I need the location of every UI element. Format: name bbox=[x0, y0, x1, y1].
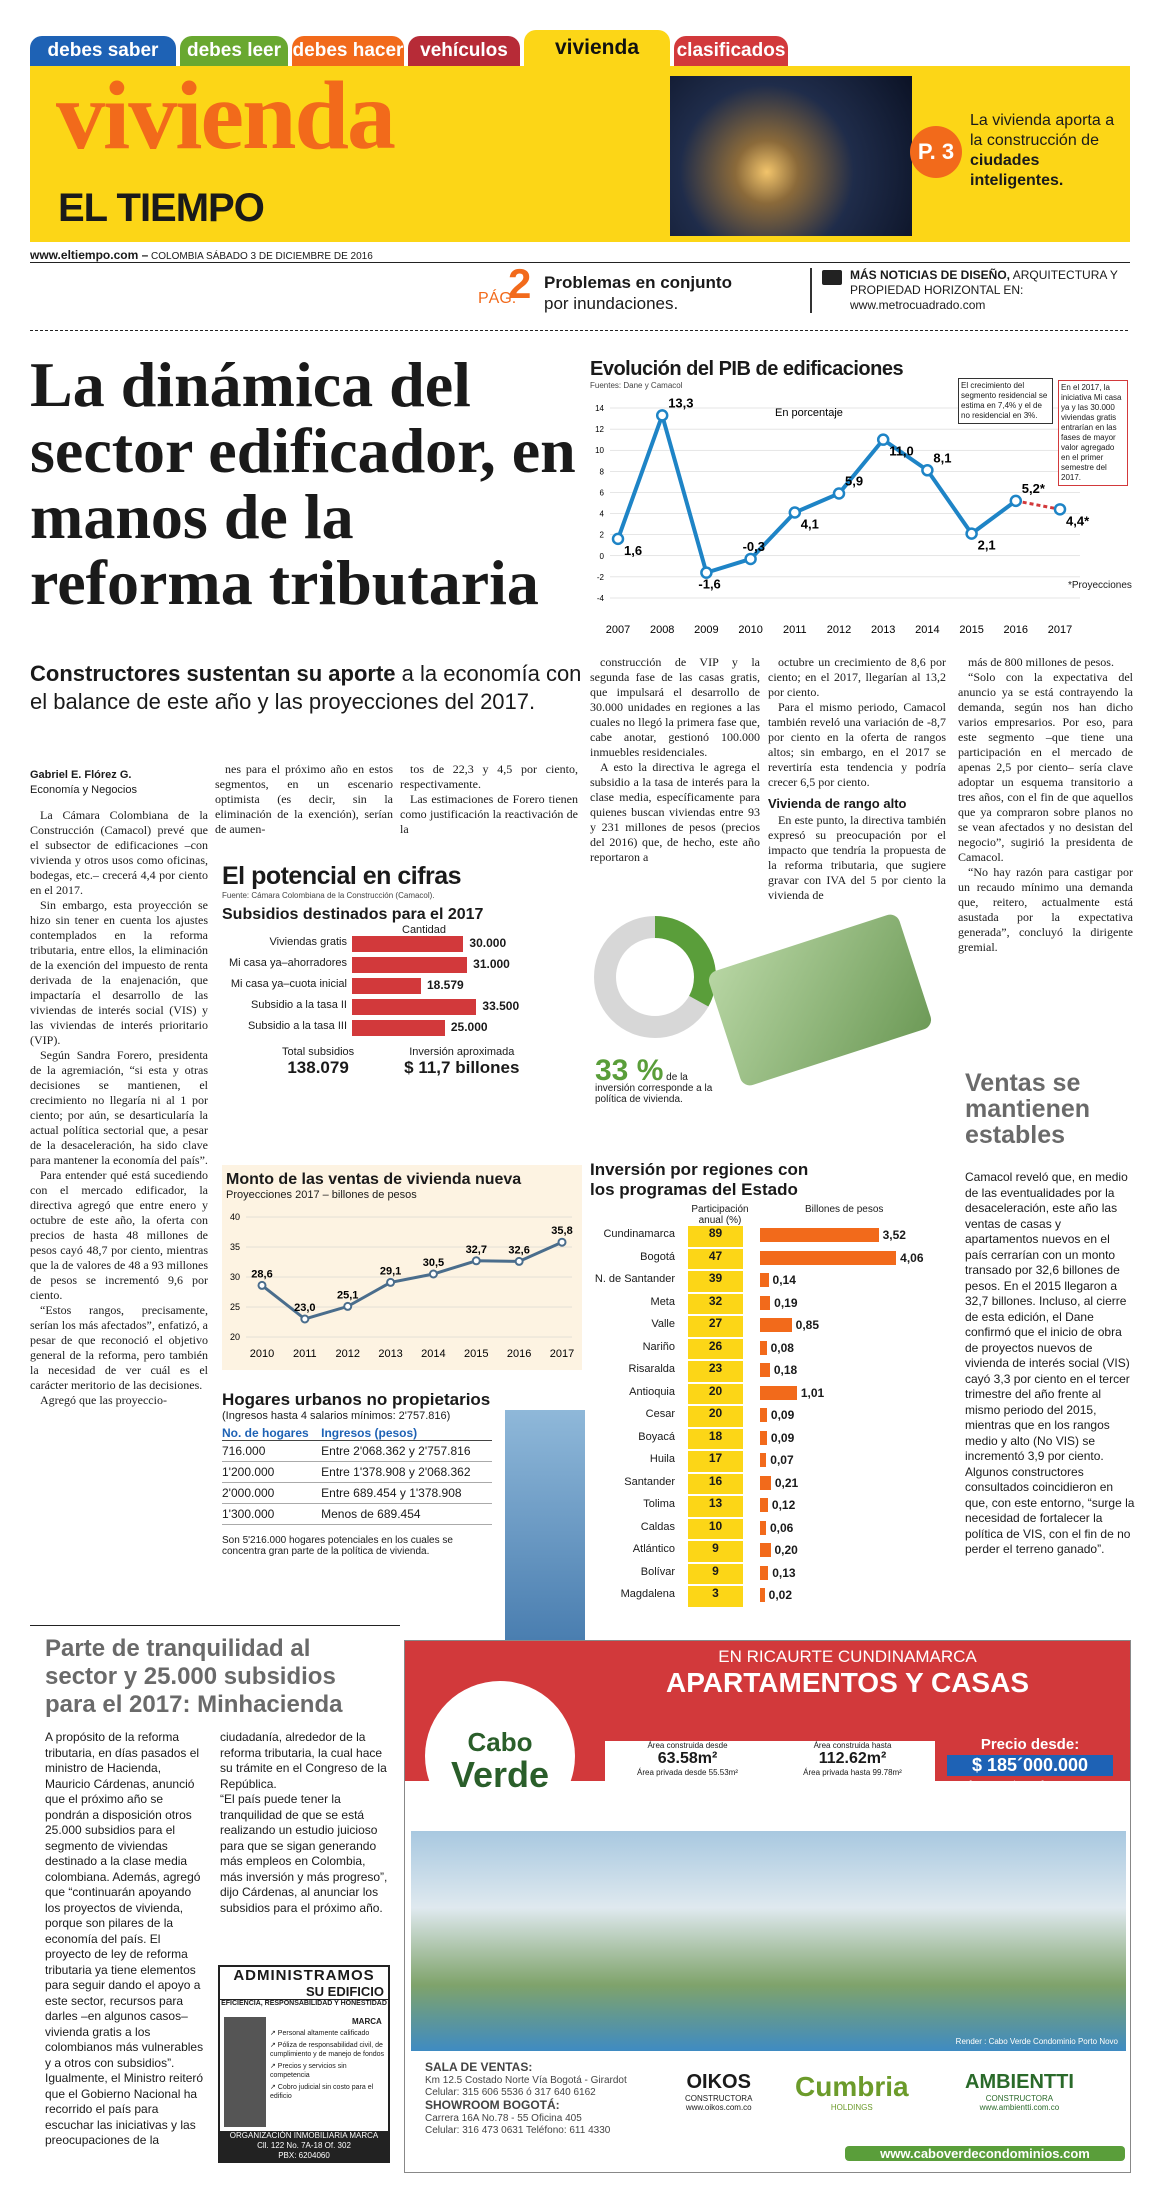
hogares-row: 1'200.000 Entre 1'378.908 y 2'068.362 bbox=[222, 1462, 492, 1483]
pib-ytick: -4 bbox=[596, 594, 604, 603]
region-participation: 17 bbox=[688, 1451, 743, 1472]
pib-data-label: 5,2* bbox=[1021, 480, 1045, 496]
ventas-point bbox=[516, 1258, 523, 1265]
region-label: Bolívar bbox=[640, 1565, 675, 1578]
main-headline: La dinámica del sector edificador, en manos de la reforma tributaria bbox=[30, 349, 576, 618]
region-bar bbox=[760, 1296, 770, 1310]
tab-2[interactable]: debes hacer bbox=[292, 36, 404, 66]
ventas-data-label: 32,7 bbox=[465, 1243, 487, 1256]
subsidio-label: Subsidio a la tasa II bbox=[250, 999, 347, 1011]
admin-ad-item: ↗ Cobro judicial sin costo para el edificio bbox=[270, 2084, 374, 2100]
subsidio-value: 25.000 bbox=[450, 1020, 488, 1034]
admin-ad: ADMINISTRAMOS SU EDIFICIO EFICIENCIA, RESPONSABILIDAD Y HONESTIDAD MARCA ↗ Personal altamente calificado ↗ Póliza de responsabilidad civil, de cumplimiento y de manejo de fondos ↗ Precios y servicios sin competencia ↗ Cobro judicial sin costo para el edificio ORGANIZACIÓN INMOBILIARIA MARCA Cll. 122 No. 7A-18 Of. 302 PBX: 6204060 bbox=[218, 1965, 390, 2163]
region-participation: 16 bbox=[688, 1474, 743, 1495]
pib-point bbox=[878, 435, 888, 445]
cabo-verde-logo: Cabo Verde bbox=[425, 1681, 575, 1831]
region-bar bbox=[760, 1251, 896, 1265]
region-label: Cundinamarca bbox=[603, 1228, 675, 1240]
pib-data-label: 4,4* bbox=[1066, 513, 1090, 529]
pib-ytick: 2 bbox=[599, 530, 604, 540]
subsidio-bar bbox=[352, 936, 463, 952]
section-header bbox=[30, 62, 1130, 242]
tab-5[interactable]: clasificados bbox=[674, 36, 788, 66]
subsidio-bar bbox=[352, 978, 421, 994]
region-value: 0,09 bbox=[770, 1430, 795, 1445]
region-value: 0,85 bbox=[795, 1318, 820, 1332]
admin-ad-item: ↗ Precios y servicios sin competencia bbox=[270, 2063, 347, 2079]
pib-point bbox=[834, 489, 844, 499]
ventas-point bbox=[559, 1239, 566, 1246]
pib-ytick: 4 bbox=[599, 509, 604, 519]
subsidio-bar bbox=[352, 999, 476, 1015]
ventas-data-label: 29,1 bbox=[379, 1265, 402, 1278]
region-participation: 18 bbox=[688, 1429, 743, 1450]
pib-ytick: 0 bbox=[599, 551, 604, 561]
region-participation: 27 bbox=[688, 1316, 743, 1337]
region-label: Antioquia bbox=[629, 1385, 675, 1398]
pib-ytick: 8 bbox=[599, 467, 604, 477]
pib-data-label: -1,6 bbox=[698, 576, 721, 592]
region-label: Meta bbox=[650, 1295, 675, 1308]
subsidio-label: Mi casa ya–ahorradores bbox=[228, 957, 347, 969]
pib-point bbox=[657, 410, 667, 420]
pib-xtick: 2011 bbox=[782, 624, 807, 636]
region-participation: 3 bbox=[688, 1586, 743, 1607]
region-value: 3,52 bbox=[882, 1228, 906, 1242]
more-news-url: www.metrocuadrado.com bbox=[850, 298, 986, 312]
region-value: 0,20 bbox=[774, 1543, 798, 1557]
pib-note-2: En el 2017, la iniciativa Mi casa ya y las 30.000 viviendas gratis entrarían en las fases de mayor valor agregado en el primer semestre del 2017. bbox=[1058, 380, 1128, 486]
byline: Gabriel E. Flórez G. Economía y Negocios bbox=[30, 769, 137, 796]
region-bar bbox=[760, 1386, 797, 1400]
subsidio-label: Mi casa ya–cuota inicial bbox=[230, 978, 347, 990]
ventas-data-label: 30,5 bbox=[422, 1257, 445, 1269]
ventas-data-label: 23,0 bbox=[294, 1302, 316, 1314]
subsidio-label: Subsidio a la tasa III bbox=[247, 1020, 347, 1032]
sidebar-title: Ventas se mantienen estables bbox=[965, 1069, 1091, 1149]
region-value: 0,07 bbox=[770, 1453, 794, 1467]
page-badge: P. 3 bbox=[910, 126, 962, 178]
pib-xtick: 2016 bbox=[1003, 624, 1029, 636]
subhead-rango-alto: Vivienda de rango alto bbox=[768, 796, 907, 811]
ventas-data-label: 35,8 bbox=[551, 1225, 573, 1238]
money-illustration bbox=[706, 912, 933, 1088]
pib-xtick: 2013 bbox=[870, 624, 896, 636]
pib-point bbox=[746, 554, 756, 564]
hogares-row: 1'300.000 Menos de 689.454 bbox=[222, 1504, 492, 1525]
pib-xtick: 2017 bbox=[1047, 624, 1073, 636]
admin-ad-item: ↗ Póliza de responsabilidad civil, de cumplimiento y de manejo de fondos bbox=[270, 2042, 385, 2058]
subsidio-value: 30.000 bbox=[469, 936, 507, 950]
pib-data-label: 1,6 bbox=[624, 542, 643, 558]
region-value: 0,06 bbox=[769, 1520, 794, 1535]
ventas-data-label: 25,1 bbox=[337, 1289, 359, 1302]
pib-ytick: 10 bbox=[595, 446, 604, 456]
pib-data-label: 2,1 bbox=[977, 537, 996, 553]
region-value: 0,21 bbox=[774, 1475, 799, 1490]
tab-3[interactable]: vehículos bbox=[408, 36, 520, 66]
price-from: $ 185´000.000 bbox=[947, 1755, 1113, 1776]
subsidio-value: 31.000 bbox=[473, 957, 510, 971]
region-label: Nariño bbox=[642, 1340, 675, 1353]
ventas-ytick: 40 bbox=[229, 1212, 240, 1222]
admin-ad-item: ↗ Personal altamente calificado bbox=[270, 2030, 370, 2037]
parte-col-1: A propósito de la reforma tributaria, en días pasados el ministro de Hacienda, Mauricio Cárdenas, anunció que el próximo año se pondrán a disposición otros 25.000 subsidios para el segmento de viviendas destinado a la clase media colombiana. Además, agregó que “continuarán apoyando los proyectos de vivienda, porque son pilares de la economía del país. El proyecto de ley de reforma tributaria ya tiene elementos para seguir dando el apoyo a este sector, recursos para darles –en algunos casos– vivienda gratis a los colombianos más vulnerables y a otros con subsidios”. Igualmente, el Ministro reiteró que el Gobierno Nacional ha recorrido el país para escuchar las iniciativas y las preocupaciones de la bbox=[45, 1730, 204, 2147]
sidebar-text: Camacol reveló que, en medio de las eventualidades por la desaceleración, este año las ventas de casas y apartamentos nuevos en el país cerrarían con un monto transado por 32,6 billones de pesos. En el 2015 llegaron a 32,7 billones. Incluso, al cierre de esta edición, el Dane confirmó que el inicio de obra de proyectos nuevos de vivienda de interés social (VIS) cayó 3,3 por ciento en el tercer trimestre del año frente al mismo periodo del 2015, mientras que en los rangos medio y alto (No VIS) se incrementó 3,9 por ciento. Algunos constructores consultados coincidieron en que, con este entorno, “surge la necesidad de fortalecer la política de VIS, con el fin de no perder el terreno ganado”. bbox=[965, 1170, 1135, 1556]
region-value: 4,06 bbox=[900, 1250, 924, 1265]
article-col-4: construcción de VIP y la segunda fase de las casas gratis, que impulsará el desarrollo de 30.000 unidades en regiones a las cuales no llegó la primera fase que, cabe anotar, gestionó 100.000 inmuebles residenciales. A esto la directiva le agrega el subsidio a la tasa de interés para la clase media, específicamente para quienes buscan viviendas entre 93 y 231 millones de pesos (precios del 2016) que, de hecho, este año reportaron a bbox=[590, 655, 760, 864]
subsidios-title: Subsidios destinados para el 2017 bbox=[222, 906, 484, 923]
ventas-xtick: 2013 bbox=[378, 1348, 403, 1360]
ventas-data-label: 32,6 bbox=[508, 1244, 530, 1257]
region-value: 0,12 bbox=[771, 1498, 796, 1512]
region-label: Tolima bbox=[643, 1498, 675, 1510]
article-col-2: nes para el próximo año en estos segmentos, en un escenario optimista (es decir, sin la eliminación de la exención), serían de aumen- bbox=[215, 762, 393, 836]
regiones-title: Inversión por regiones con los programas del Estado bbox=[590, 1160, 809, 1199]
subsidio-label: Viviendas gratis bbox=[269, 936, 347, 948]
region-label: N. de Santander bbox=[594, 1273, 675, 1285]
region-value: 0,19 bbox=[774, 1295, 798, 1310]
subsidio-bar bbox=[352, 1020, 445, 1036]
deck: Constructores sustentan su aporte a la economía con el balance de este año y las proyecciones del 2017. bbox=[30, 661, 582, 714]
region-bar bbox=[760, 1408, 767, 1422]
region-participation: 39 bbox=[688, 1271, 743, 1292]
pib-ytick: 6 bbox=[599, 488, 604, 498]
region-bar bbox=[760, 1363, 770, 1377]
region-participation: 10 bbox=[688, 1519, 743, 1540]
monitor-icon bbox=[822, 270, 842, 285]
article-col-1: La Cámara Colombiana de la Construcción (Camacol) prevé que el subsector de edificaciones –con vivienda y otros usos como oficinas, bodegas, etc.– crecerá 4,4 por ciento en el 2017. Sin embargo, esta proyección se hizo sin tener en cuenta los ajustes contemplados en la reforma tributaria, entre ellos, la eliminación de la exención del impuesto de renta derivada de la enajenación, que impactaría el desarrollo de las viviendas de interés social (VIS) y las viviendas de interés prioritario (VIP). Según Sandra Forero, presidenta de la agremiación, “si esta y otras decisiones se mantienen, el crecimiento no llegaría ni al 1 por ciento; por aún, se desarticularía la actual política sectorial que, a pesar de la desaceleración, ha sido clave para mantener la economía del país”. Para entender qué está sucediendo con el mercado edificador, la directiva agregó que entre enero y octubre de este año, la oferta con precios de hasta 48 millones de pesos cayó 48,7 por ciento, mientras que la de valores de 48 a 93 millones de pesos se incrementó 9,6 por ciento. “Estos rangos, precisamente, serían los más afectados”, enfatizó, a pesar de que reconoció el objetivo general de la reforma, pero también la necesidad de ver cuál es el carácter meritorio de las decisiones. Agregó que las proyeccio- bbox=[30, 808, 208, 1407]
region-participation: 89 bbox=[688, 1226, 743, 1247]
parte-title: Parte de tranquilidad al sector y 25.000 subsidios para el 2017: Minhacienda bbox=[45, 1635, 343, 1718]
potencial-block: El potencial en cifras Fuente: Cámara Colombiana de la Construcción (Camacol). Subsidios destinados para el 2017 Cantidad Viviendas gratis 30.000 Mi casa ya–ahorradores 31.000 Mi casa ya–cuota inicial 18.579 Subsidio a la tasa II 33.500 Subsidio a la tasa III 25.000 Total subsidios 138.079 Inversión aproximada $ 11,7 billones bbox=[222, 862, 582, 1078]
region-value: 0,18 bbox=[773, 1363, 798, 1377]
ventas-ytick: 35 bbox=[229, 1242, 240, 1252]
ad-headline: APARTAMENTOS Y CASAS bbox=[665, 1667, 1029, 1698]
ventas-xtick: 2017 bbox=[549, 1348, 575, 1360]
region-bar bbox=[760, 1228, 879, 1242]
parte-col-2: ciudadanía, alrededor de la reforma tributaria, la cual hace su trámite en el Congreso de la República. “El país puede tener la tranquilidad de que se está realizando un estudio juicioso para que se sigan generando más empleos en Colombia, más inversión y más progreso”, dijo Cárdenas, al anunciar los subsidios para el próximo año. bbox=[220, 1730, 388, 1915]
pib-xtick: 2014 bbox=[915, 624, 940, 636]
ventas-point bbox=[473, 1257, 480, 1264]
hogares-row: 716.000 Entre 2'068.362 y 2'757.816 bbox=[222, 1441, 492, 1462]
pib-xtick: 2009 bbox=[694, 624, 719, 636]
subsidio-value: 18.579 bbox=[427, 978, 464, 992]
subsidio-bar bbox=[352, 957, 467, 973]
region-value: 0,13 bbox=[772, 1565, 796, 1580]
ventas-ytick: 25 bbox=[229, 1302, 240, 1312]
region-value: 1,01 bbox=[800, 1385, 825, 1400]
cabo-verde-ad[interactable]: EN RICAURTE CUNDINAMARCA APARTAMENTOS Y CASAS Cabo Verde Área construida desde 63.58m² Área privada desde 55.53m² Área construida hasta 112.62m² Área privada hasta 99.78m² Precio desde: $ 185´000.000 hasta: $405´305.000 Piscina privada (opcional) Render : Cabo Verde Condominio Porto Novo SALA DE VENTAS: Km 12.5 Costado Norte Vía Bogotá - Girardot Celular: 315 606 5536 ó 317 640 6162 SHOWROOM BOGOTÁ: Carrera 16A No.78 - 55 Oficina 405 Celular: 316 473 0631 Teléfono: 611 4330 OIKOS CONSTRUCTORA www.oikos.com.co Cumbria HOLDINGS AMBIENTTI CONSTRUCTORA www.ambientti.com.co www.caboverdecondominios.com bbox=[404, 1640, 1131, 2173]
donut-chart bbox=[590, 912, 720, 1042]
pib-ytick: 12 bbox=[595, 425, 604, 435]
section-title: vivienda bbox=[56, 62, 394, 170]
hogares-row: 2'000.000 Entre 689.454 y 1'378.908 bbox=[222, 1483, 492, 1504]
region-label: Risaralda bbox=[628, 1363, 675, 1375]
subsidio-value: 33.500 bbox=[482, 999, 520, 1013]
pib-ytick: 14 bbox=[595, 404, 604, 413]
pib-note-1: El crecimiento del segmento residencial se estima en 7,4% y el de no residencial en 3%. bbox=[958, 378, 1053, 424]
pib-point bbox=[1055, 504, 1065, 514]
hogares-table: Hogares urbanos no propietarios (Ingresos hasta 4 salarios mínimos: 2'757.816) No. de hogares Ingresos (pesos) 716.000 Entre 2'068.362 y 2'757.816 1'200.000 Entre 1'378.908 y 2'068.362 2'000.000 Entre 689.454 y 1'378.908 1'300.000 Menos de 689.454 Son 5'216.000 hogares potenciales en los cuales se concentra gran parte de la política de vivienda. bbox=[222, 1390, 491, 1557]
pib-point bbox=[967, 529, 977, 539]
pib-data-label: 4,1 bbox=[800, 516, 819, 532]
region-bar bbox=[760, 1543, 771, 1557]
pib-xtick: 2007 bbox=[605, 624, 631, 636]
region-participation: 26 bbox=[688, 1339, 743, 1360]
ventas-xtick: 2012 bbox=[335, 1348, 360, 1360]
region-label: Caldas bbox=[640, 1520, 675, 1533]
pib-data-label: 11,0 bbox=[889, 443, 914, 459]
region-label: Cesar bbox=[645, 1408, 675, 1420]
pib-data-label: 5,9 bbox=[845, 473, 864, 489]
pib-data-label: 8,1 bbox=[933, 450, 952, 466]
ventas-point bbox=[301, 1316, 308, 1323]
pib-point bbox=[790, 508, 800, 518]
pib-point bbox=[922, 465, 932, 475]
ventas-chart: Monto de las ventas de vivienda nueva Proyecciones 2017 – billones de pesos 20 25 30 35 40 28,6 2010 23,0 2011 25,1 2012 29,1 2013 30,5 2014 32,7 2015 32,6 2016 35,8 2017 bbox=[222, 1165, 582, 1370]
region-participation: 13 bbox=[688, 1496, 743, 1517]
region-value: 0,02 bbox=[768, 1588, 792, 1602]
ventas-point bbox=[259, 1282, 266, 1289]
region-participation: 23 bbox=[688, 1361, 743, 1382]
region-label: Boyacá bbox=[638, 1430, 675, 1443]
region-bar bbox=[760, 1498, 768, 1512]
ventas-xtick: 2014 bbox=[421, 1348, 446, 1360]
region-value: 0,08 bbox=[770, 1340, 794, 1355]
potencial-title: El potencial en cifras bbox=[222, 862, 462, 890]
region-bar bbox=[760, 1273, 769, 1287]
ventas-point bbox=[430, 1271, 437, 1278]
pib-chart-source: Fuentes: Dane y Camacol bbox=[590, 381, 683, 390]
ventas-chart-title: Monto de las ventas de vivienda nueva bbox=[226, 1171, 522, 1188]
pib-xtick: 2008 bbox=[649, 624, 675, 636]
region-participation: 9 bbox=[688, 1564, 743, 1585]
region-bar bbox=[760, 1431, 767, 1445]
region-value: 0,14 bbox=[772, 1273, 796, 1287]
pib-xtick: 2012 bbox=[826, 624, 852, 636]
condominium-render bbox=[411, 1831, 1126, 2051]
region-bar bbox=[760, 1453, 766, 1467]
ventas-point bbox=[344, 1303, 351, 1310]
pib-chart bbox=[590, 358, 1130, 638]
article-col-5: octubre un crecimiento de 8,6 por ciento; en el 2017, llegarían al 13,2 por ciento. Para el mismo periodo, Camacol también reveló una variación de -8,7 por ciento en la oferta de rangos altos; sin embargo, en el 2017 se revertiría esta tendencia y podría crecer 6,5 por ciento. Vivienda de rango alto En este punto, la directiva también expresó su preocupación por el impacto que tendría la propuesta de la reforma tributaria, que sugiere gravar con IVA del 5 por ciento la vivienda de bbox=[768, 655, 946, 902]
pib-data-label: -0,3 bbox=[742, 538, 766, 554]
ventas-ytick: 20 bbox=[229, 1332, 240, 1342]
article-col-3: tos de 22,3 y 4,5 por ciento, respectivamente. Las estimaciones de Forero tienen como justificación la reactivación de la bbox=[400, 762, 578, 836]
article-col-6: más de 800 millones de pesos. “Solo con la expectativa del anuncio ya se está contrayendo la demanda, según nos han dicho varios empresarios. Por eso, para este segmento –que tiene una participación en el mercado de apenas 2,5 por ciento– sería clave adoptar un esquema transitorio a tres años, con el fin de que aquellos que ya compraron sobre planos no se vean afectados y no desistan del negocio”, sugirió la presidenta de Camacol. “No hay razón para castigar por un recaudo mínimo una demanda que, reitero, actualmente está asustada por la expectativa generada”, concluyó la dirigente gremial. bbox=[958, 655, 1133, 954]
tab-0[interactable]: debes saber bbox=[30, 36, 176, 66]
pib-chart-title: Evolución del PIB de edificaciones bbox=[590, 358, 904, 380]
pct-callout: 33 % de la inversión corresponde a la política de vivienda. bbox=[595, 1054, 713, 1105]
region-bar bbox=[760, 1476, 771, 1490]
pib-point bbox=[1011, 496, 1021, 506]
region-participation: 47 bbox=[688, 1249, 743, 1270]
regiones-chart: Inversión por regiones con los programas del Estado Participación anual (%) Billones de pesos Cundinamarca 89 3,52 Bogotá 47 4,06 N. de Santander 39 0,14 Meta 32 0,19 Valle 27 0,85 Nariño 26 0,08 Risaralda 23 0,18 Antioquia 20 1,01 Cesar 20 0,09 Boyacá 18 0,09 Huila 17 0,07 Santander 16 0,21 Tolima 13 0,12 Caldas 10 0,06 Atlántico 9 0,20 Bolívar 9 0,13 Magdalena 3 0,02 bbox=[590, 1160, 960, 1620]
pib-xtick: 2015 bbox=[959, 624, 984, 636]
ventas-xtick: 2010 bbox=[249, 1348, 275, 1360]
pib-ytick: -2 bbox=[596, 572, 604, 582]
ventas-point bbox=[387, 1279, 394, 1286]
pib-footnote: *Proyecciones bbox=[1068, 580, 1132, 591]
region-label: Huila bbox=[649, 1453, 675, 1465]
region-label: Valle bbox=[651, 1318, 675, 1330]
ventas-ytick: 30 bbox=[229, 1272, 240, 1282]
region-label: Santander bbox=[624, 1475, 675, 1488]
tab-1[interactable]: debes leer bbox=[180, 36, 288, 66]
region-bar bbox=[760, 1588, 765, 1602]
building-illustration bbox=[505, 1410, 585, 1640]
region-participation: 9 bbox=[688, 1541, 743, 1562]
ventas-xtick: 2016 bbox=[506, 1348, 532, 1360]
region-participation: 20 bbox=[688, 1406, 743, 1427]
pib-point bbox=[613, 534, 623, 544]
ventas-data-label: 28,6 bbox=[251, 1268, 273, 1281]
smart-city-photo bbox=[670, 76, 912, 236]
region-participation: 20 bbox=[688, 1384, 743, 1405]
inversion-total: $ 11,7 billones bbox=[404, 1058, 520, 1077]
more-news-box[interactable]: MÁS NOTICIAS DE DISEÑO, ARQUITECTURA Y PROPIEDAD HORIZONTAL EN: www.metrocuadrado.com bbox=[810, 268, 1130, 313]
pib-projection-line bbox=[1016, 501, 1060, 509]
region-label: Bogotá bbox=[640, 1250, 675, 1263]
cover-promo: La vivienda aporta a la construcción de ciudades inteligentes. bbox=[970, 112, 1115, 189]
region-bar bbox=[760, 1341, 767, 1355]
pib-xtick: 2010 bbox=[738, 624, 763, 636]
ad-url[interactable]: www.caboverdecondominios.com bbox=[845, 2146, 1125, 2161]
region-bar bbox=[760, 1566, 768, 1580]
region-label: Magdalena bbox=[620, 1588, 675, 1600]
newspaper-logo: EL TIEMPO bbox=[58, 186, 264, 230]
ventas-xtick: 2015 bbox=[464, 1348, 489, 1360]
pib-unit: En porcentaje bbox=[775, 407, 843, 419]
region-label: Atlántico bbox=[632, 1543, 675, 1555]
region-bar bbox=[760, 1521, 766, 1535]
pib-data-label: 13,3 bbox=[668, 395, 694, 411]
ventas-xtick: 2011 bbox=[293, 1348, 317, 1360]
tab-4[interactable]: vivienda bbox=[524, 30, 670, 66]
pib-series-line bbox=[618, 415, 1016, 572]
total-subsidios: 138.079 bbox=[287, 1058, 349, 1077]
region-participation: 32 bbox=[688, 1294, 743, 1315]
dateline: www.eltiempo.com – COLOMBIA SÁBADO 3 DE DICIEMBRE DE 2016 bbox=[30, 248, 373, 262]
region-bar bbox=[760, 1318, 792, 1332]
region-value: 0,09 bbox=[770, 1408, 795, 1422]
